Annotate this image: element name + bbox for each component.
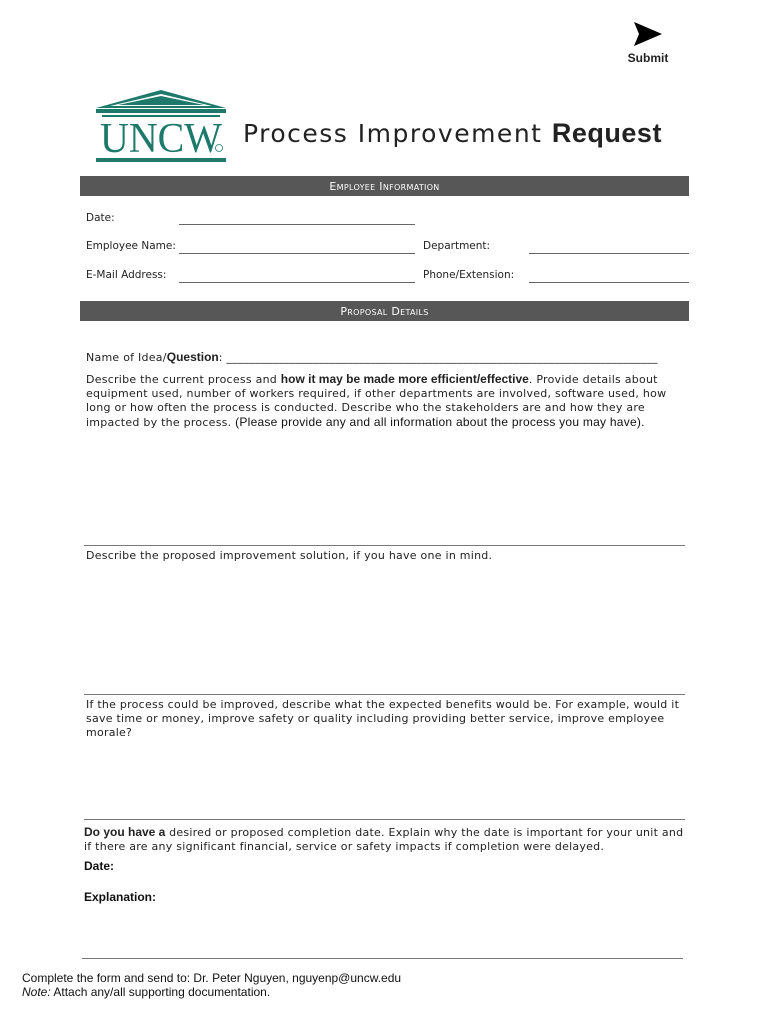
completion-date-prompt: Do you have a desired or proposed completion date. Explain why the date is important for your unit and if there are any significant financial, service or safety impacts if completion were delayed. (84, 825, 684, 853)
date-field[interactable] (179, 224, 415, 225)
divider (82, 958, 683, 959)
note-label: Note: (22, 985, 51, 999)
divider (84, 819, 685, 820)
date-label: Date: (86, 212, 115, 224)
submit-label: Submit (627, 51, 669, 65)
submit-button[interactable] (622, 20, 674, 72)
svg-text:UNCW: UNCW (100, 116, 223, 162)
phone-field[interactable] (529, 282, 689, 283)
divider (84, 545, 685, 546)
title-bold: Request (551, 118, 662, 148)
completion-date-label: Date: (84, 859, 115, 873)
employee-name-label: Employee Name: (86, 240, 176, 252)
department-field[interactable] (529, 253, 689, 254)
proposed-solution-prompt: Describe the proposed improvement solution, if you have one in mind. (86, 549, 493, 562)
email-field[interactable] (179, 282, 415, 283)
idea-name-field[interactable]: Name of Idea/Question: ___________________________________________________________________________ (86, 350, 658, 364)
explanation-label: Explanation: (84, 890, 157, 904)
department-label: Department: (423, 240, 491, 252)
footer-send-to: Complete the form and send to: Dr. Peter Nguyen, nguyenp@uncw.edu (22, 971, 402, 985)
page-title (243, 118, 662, 149)
phone-label: Phone/Extension: (423, 269, 515, 281)
explanation-answer-area[interactable] (84, 906, 685, 956)
proposed-solution-answer-area[interactable] (84, 566, 685, 692)
employee-info-heading: Employee Information (80, 176, 689, 196)
send-icon (632, 20, 664, 48)
proposal-details-heading: Proposal Details (80, 301, 689, 321)
current-process-prompt: Describe the current process and how it may be made more efficient/effective. Provide details about equipment used, number of workers required, if other departments are involved, software used, how long or how often the process is conducted. Describe who the stakeholders are and how they are impacted by the process. (Please provide any and all information about the process you may have). (86, 372, 667, 429)
current-process-answer-area[interactable] (84, 430, 685, 544)
email-label: E-Mail Address: (86, 269, 167, 281)
footer-note (22, 985, 401, 999)
employee-name-field[interactable] (179, 253, 415, 254)
divider (84, 694, 685, 695)
expected-benefits-answer-area[interactable] (84, 742, 685, 816)
uncw-logo (92, 88, 230, 166)
footer-instructions (22, 971, 401, 999)
completion-date-field[interactable] (122, 857, 422, 875)
note-text: Attach any/all supporting documentation. (50, 985, 271, 999)
expected-benefits-prompt: If the process could be improved, describe what the expected benefits would be. For example, would it save time or money, improve safety or quality including providing better service, improve employee morale? (86, 698, 680, 739)
title-regular: Process Improvement (243, 119, 552, 148)
